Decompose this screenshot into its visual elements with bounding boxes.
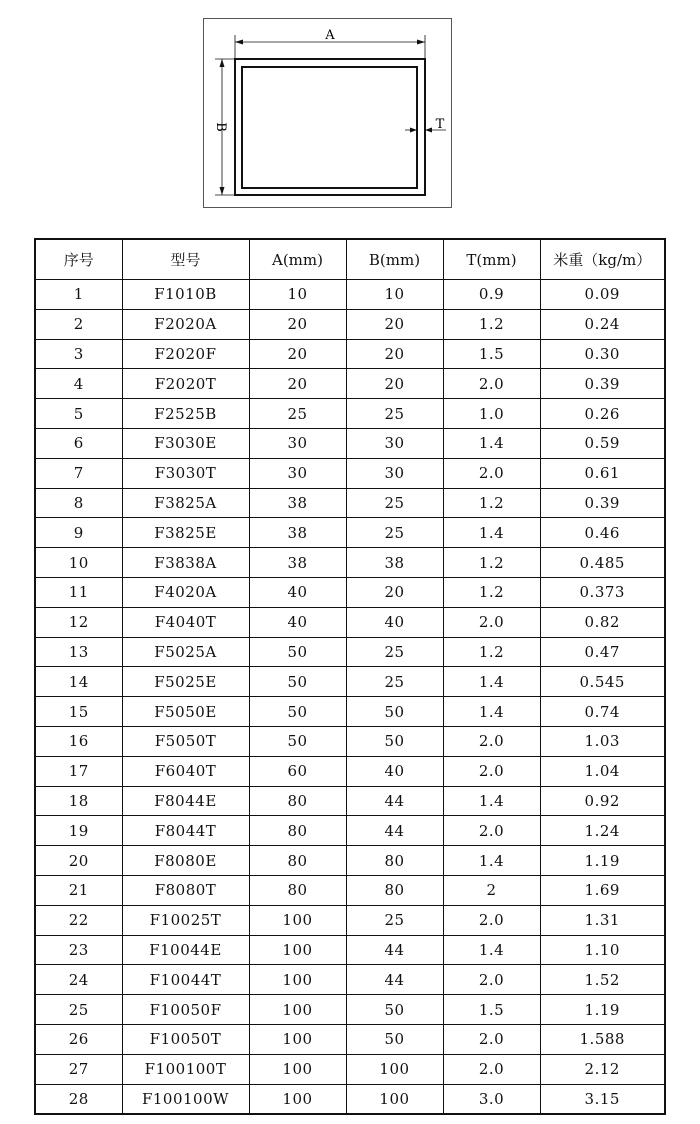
- cell-b-mm: 40: [346, 756, 443, 786]
- cell-model: F8044E: [122, 786, 249, 816]
- cell-t-mm: 1.5: [443, 339, 540, 369]
- cell-weight: 3.15: [540, 1084, 665, 1114]
- cell-b-mm: 80: [346, 846, 443, 876]
- cell-t-mm: 2: [443, 875, 540, 905]
- cell-t-mm: 1.0: [443, 399, 540, 429]
- cell-a-mm: 10: [249, 280, 346, 310]
- cell-weight: 0.61: [540, 458, 665, 488]
- cell-b-mm: 38: [346, 548, 443, 578]
- dimension-a-label: A: [325, 28, 335, 43]
- diagram-frame: [204, 19, 452, 208]
- cell-weight: 0.74: [540, 697, 665, 727]
- cell-b-mm: 44: [346, 935, 443, 965]
- cell-weight: 0.09: [540, 280, 665, 310]
- cell-model: F5050E: [122, 697, 249, 727]
- cell-serial: 9: [35, 518, 122, 548]
- cell-model: F5025A: [122, 637, 249, 667]
- cell-weight: 1.588: [540, 1024, 665, 1054]
- table-row: [35, 905, 665, 935]
- cell-model: F10025T: [122, 905, 249, 935]
- table-row: [35, 428, 665, 458]
- cell-b-mm: 50: [346, 697, 443, 727]
- cell-serial: 18: [35, 786, 122, 816]
- cell-weight: 1.19: [540, 846, 665, 876]
- cell-b-mm: 80: [346, 875, 443, 905]
- cell-serial: 20: [35, 846, 122, 876]
- cell-a-mm: 38: [249, 518, 346, 548]
- table-row: [35, 935, 665, 965]
- cell-model: F6040T: [122, 756, 249, 786]
- cell-weight: 0.82: [540, 607, 665, 637]
- cell-model: F10050F: [122, 995, 249, 1025]
- cell-b-mm: 20: [346, 309, 443, 339]
- table-row: [35, 786, 665, 816]
- cell-a-mm: 100: [249, 905, 346, 935]
- cell-b-mm: 50: [346, 726, 443, 756]
- cell-serial: 19: [35, 816, 122, 846]
- header-b-mm: B(mm): [346, 239, 443, 280]
- cell-a-mm: 100: [249, 1084, 346, 1114]
- cell-model: F5025E: [122, 667, 249, 697]
- cell-weight: 0.26: [540, 399, 665, 429]
- cell-serial: 12: [35, 607, 122, 637]
- table-row: [35, 875, 665, 905]
- table-row: [35, 667, 665, 697]
- cell-serial: 24: [35, 965, 122, 995]
- cell-a-mm: 100: [249, 965, 346, 995]
- cell-b-mm: 25: [346, 667, 443, 697]
- cell-t-mm: 1.2: [443, 309, 540, 339]
- cell-weight: 1.24: [540, 816, 665, 846]
- cell-t-mm: 0.9: [443, 280, 540, 310]
- table-row: [35, 637, 665, 667]
- cell-t-mm: 2.0: [443, 965, 540, 995]
- cell-a-mm: 50: [249, 637, 346, 667]
- cell-b-mm: 50: [346, 995, 443, 1025]
- table-row: [35, 548, 665, 578]
- cell-a-mm: 100: [249, 995, 346, 1025]
- cell-b-mm: 20: [346, 577, 443, 607]
- cell-model: F10044T: [122, 965, 249, 995]
- cell-t-mm: 2.0: [443, 1024, 540, 1054]
- table-row: [35, 488, 665, 518]
- cell-a-mm: 50: [249, 697, 346, 727]
- cell-weight: 0.39: [540, 488, 665, 518]
- cell-a-mm: 20: [249, 369, 346, 399]
- cell-b-mm: 25: [346, 905, 443, 935]
- cell-a-mm: 30: [249, 458, 346, 488]
- cell-serial: 27: [35, 1054, 122, 1084]
- table-row: [35, 607, 665, 637]
- cell-model: F8080T: [122, 875, 249, 905]
- profile-cross-section-diagram: [0, 0, 700, 230]
- cell-model: F100100T: [122, 1054, 249, 1084]
- cell-weight: 0.59: [540, 428, 665, 458]
- header-t-mm: T(mm): [443, 239, 540, 280]
- table-row: [35, 458, 665, 488]
- cell-a-mm: 38: [249, 548, 346, 578]
- cell-a-mm: 80: [249, 786, 346, 816]
- cell-a-mm: 50: [249, 726, 346, 756]
- cell-model: F2020F: [122, 339, 249, 369]
- cell-b-mm: 10: [346, 280, 443, 310]
- cell-serial: 3: [35, 339, 122, 369]
- cell-b-mm: 25: [346, 518, 443, 548]
- dimension-a: [235, 28, 425, 58]
- cell-t-mm: 1.4: [443, 428, 540, 458]
- cell-model: F100100W: [122, 1084, 249, 1114]
- table-row: [35, 816, 665, 846]
- table-row: [35, 995, 665, 1025]
- table-row: [35, 309, 665, 339]
- table-row: [35, 399, 665, 429]
- dimension-t-label: T: [435, 117, 445, 132]
- cell-weight: 0.545: [540, 667, 665, 697]
- cell-model: F1010B: [122, 280, 249, 310]
- table-row: [35, 1024, 665, 1054]
- cell-model: F3030E: [122, 428, 249, 458]
- header-a-mm: A(mm): [249, 239, 346, 280]
- cell-serial: 1: [35, 280, 122, 310]
- cell-weight: 2.12: [540, 1054, 665, 1084]
- cell-a-mm: 80: [249, 816, 346, 846]
- cell-weight: 0.39: [540, 369, 665, 399]
- table-row: [35, 697, 665, 727]
- cell-a-mm: 80: [249, 875, 346, 905]
- cell-t-mm: 1.4: [443, 846, 540, 876]
- cell-serial: 17: [35, 756, 122, 786]
- cell-a-mm: 100: [249, 1024, 346, 1054]
- cell-model: F2525B: [122, 399, 249, 429]
- cell-serial: 7: [35, 458, 122, 488]
- cell-b-mm: 30: [346, 428, 443, 458]
- cell-weight: 1.31: [540, 905, 665, 935]
- table-row: [35, 369, 665, 399]
- cell-model: F8080E: [122, 846, 249, 876]
- cell-serial: 23: [35, 935, 122, 965]
- cell-t-mm: 1.2: [443, 637, 540, 667]
- cell-serial: 16: [35, 726, 122, 756]
- table-row: [35, 339, 665, 369]
- cell-b-mm: 40: [346, 607, 443, 637]
- header-weight-per-meter: 米重（kg/m）: [540, 239, 665, 280]
- cell-serial: 21: [35, 875, 122, 905]
- cell-serial: 14: [35, 667, 122, 697]
- profile-outer-wall: [235, 59, 425, 195]
- cell-b-mm: 30: [346, 458, 443, 488]
- cell-t-mm: 2.0: [443, 369, 540, 399]
- table-row: [35, 280, 665, 310]
- table-row: [35, 1054, 665, 1084]
- table-header: [35, 239, 665, 280]
- cell-serial: 22: [35, 905, 122, 935]
- cell-serial: 15: [35, 697, 122, 727]
- cell-serial: 2: [35, 309, 122, 339]
- cell-serial: 6: [35, 428, 122, 458]
- cell-b-mm: 25: [346, 637, 443, 667]
- table-body: [35, 280, 665, 1115]
- cell-b-mm: 50: [346, 1024, 443, 1054]
- cell-serial: 4: [35, 369, 122, 399]
- cell-b-mm: 44: [346, 816, 443, 846]
- cell-b-mm: 44: [346, 786, 443, 816]
- cell-model: F4040T: [122, 607, 249, 637]
- cell-a-mm: 20: [249, 339, 346, 369]
- cell-weight: 0.24: [540, 309, 665, 339]
- cell-b-mm: 44: [346, 965, 443, 995]
- cell-t-mm: 1.4: [443, 518, 540, 548]
- cell-b-mm: 20: [346, 339, 443, 369]
- cell-serial: 13: [35, 637, 122, 667]
- cell-t-mm: 3.0: [443, 1084, 540, 1114]
- table-row: [35, 726, 665, 756]
- cell-b-mm: 25: [346, 399, 443, 429]
- cell-t-mm: 2.0: [443, 726, 540, 756]
- table-row: [35, 1084, 665, 1114]
- cell-a-mm: 100: [249, 1054, 346, 1084]
- cell-a-mm: 38: [249, 488, 346, 518]
- cell-serial: 5: [35, 399, 122, 429]
- cell-t-mm: 1.2: [443, 548, 540, 578]
- cell-t-mm: 1.4: [443, 786, 540, 816]
- cell-t-mm: 2.0: [443, 607, 540, 637]
- header-serial: 序号: [35, 239, 122, 280]
- cell-weight: 1.03: [540, 726, 665, 756]
- cell-weight: 1.52: [540, 965, 665, 995]
- cell-weight: 1.19: [540, 995, 665, 1025]
- table-row: [35, 756, 665, 786]
- cell-a-mm: 60: [249, 756, 346, 786]
- cell-model: F3838A: [122, 548, 249, 578]
- cell-b-mm: 100: [346, 1084, 443, 1114]
- cell-a-mm: 25: [249, 399, 346, 429]
- dimension-b-label: B: [213, 122, 228, 132]
- cell-t-mm: 1.4: [443, 935, 540, 965]
- cell-a-mm: 30: [249, 428, 346, 458]
- cell-model: F10050T: [122, 1024, 249, 1054]
- dimension-b: [213, 59, 234, 195]
- cell-a-mm: 40: [249, 577, 346, 607]
- table-row: [35, 965, 665, 995]
- cell-weight: 1.04: [540, 756, 665, 786]
- cell-model: F5050T: [122, 726, 249, 756]
- cell-weight: 0.46: [540, 518, 665, 548]
- cell-serial: 10: [35, 548, 122, 578]
- cell-weight: 0.47: [540, 637, 665, 667]
- table-row: [35, 577, 665, 607]
- cell-weight: 0.373: [540, 577, 665, 607]
- cell-model: F8044T: [122, 816, 249, 846]
- cell-serial: 8: [35, 488, 122, 518]
- cell-t-mm: 2.0: [443, 756, 540, 786]
- cell-t-mm: 2.0: [443, 458, 540, 488]
- cell-t-mm: 2.0: [443, 905, 540, 935]
- cell-a-mm: 40: [249, 607, 346, 637]
- cell-a-mm: 100: [249, 935, 346, 965]
- table-row: [35, 518, 665, 548]
- header-model: 型号: [122, 239, 249, 280]
- cell-serial: 28: [35, 1084, 122, 1114]
- cell-a-mm: 50: [249, 667, 346, 697]
- cell-serial: 11: [35, 577, 122, 607]
- cell-serial: 25: [35, 995, 122, 1025]
- cell-model: F2020T: [122, 369, 249, 399]
- cell-t-mm: 2.0: [443, 816, 540, 846]
- cell-model: F2020A: [122, 309, 249, 339]
- cell-t-mm: 1.4: [443, 697, 540, 727]
- cell-t-mm: 1.2: [443, 577, 540, 607]
- cell-t-mm: 1.4: [443, 667, 540, 697]
- cell-weight: 0.30: [540, 339, 665, 369]
- cell-weight: 0.485: [540, 548, 665, 578]
- cell-a-mm: 80: [249, 846, 346, 876]
- cell-weight: 1.10: [540, 935, 665, 965]
- cell-serial: 26: [35, 1024, 122, 1054]
- cell-weight: 0.92: [540, 786, 665, 816]
- cell-a-mm: 20: [249, 309, 346, 339]
- specification-table: [34, 238, 666, 1115]
- cell-t-mm: 1.2: [443, 488, 540, 518]
- cell-b-mm: 100: [346, 1054, 443, 1084]
- cell-t-mm: 2.0: [443, 1054, 540, 1084]
- profile-inner-wall: [242, 67, 417, 188]
- cell-weight: 1.69: [540, 875, 665, 905]
- cell-b-mm: 25: [346, 488, 443, 518]
- cell-model: F3825A: [122, 488, 249, 518]
- cell-t-mm: 1.5: [443, 995, 540, 1025]
- cell-model: F3030T: [122, 458, 249, 488]
- cell-model: F10044E: [122, 935, 249, 965]
- cell-model: F3825E: [122, 518, 249, 548]
- cell-model: F4020A: [122, 577, 249, 607]
- cell-b-mm: 20: [346, 369, 443, 399]
- table-row: [35, 846, 665, 876]
